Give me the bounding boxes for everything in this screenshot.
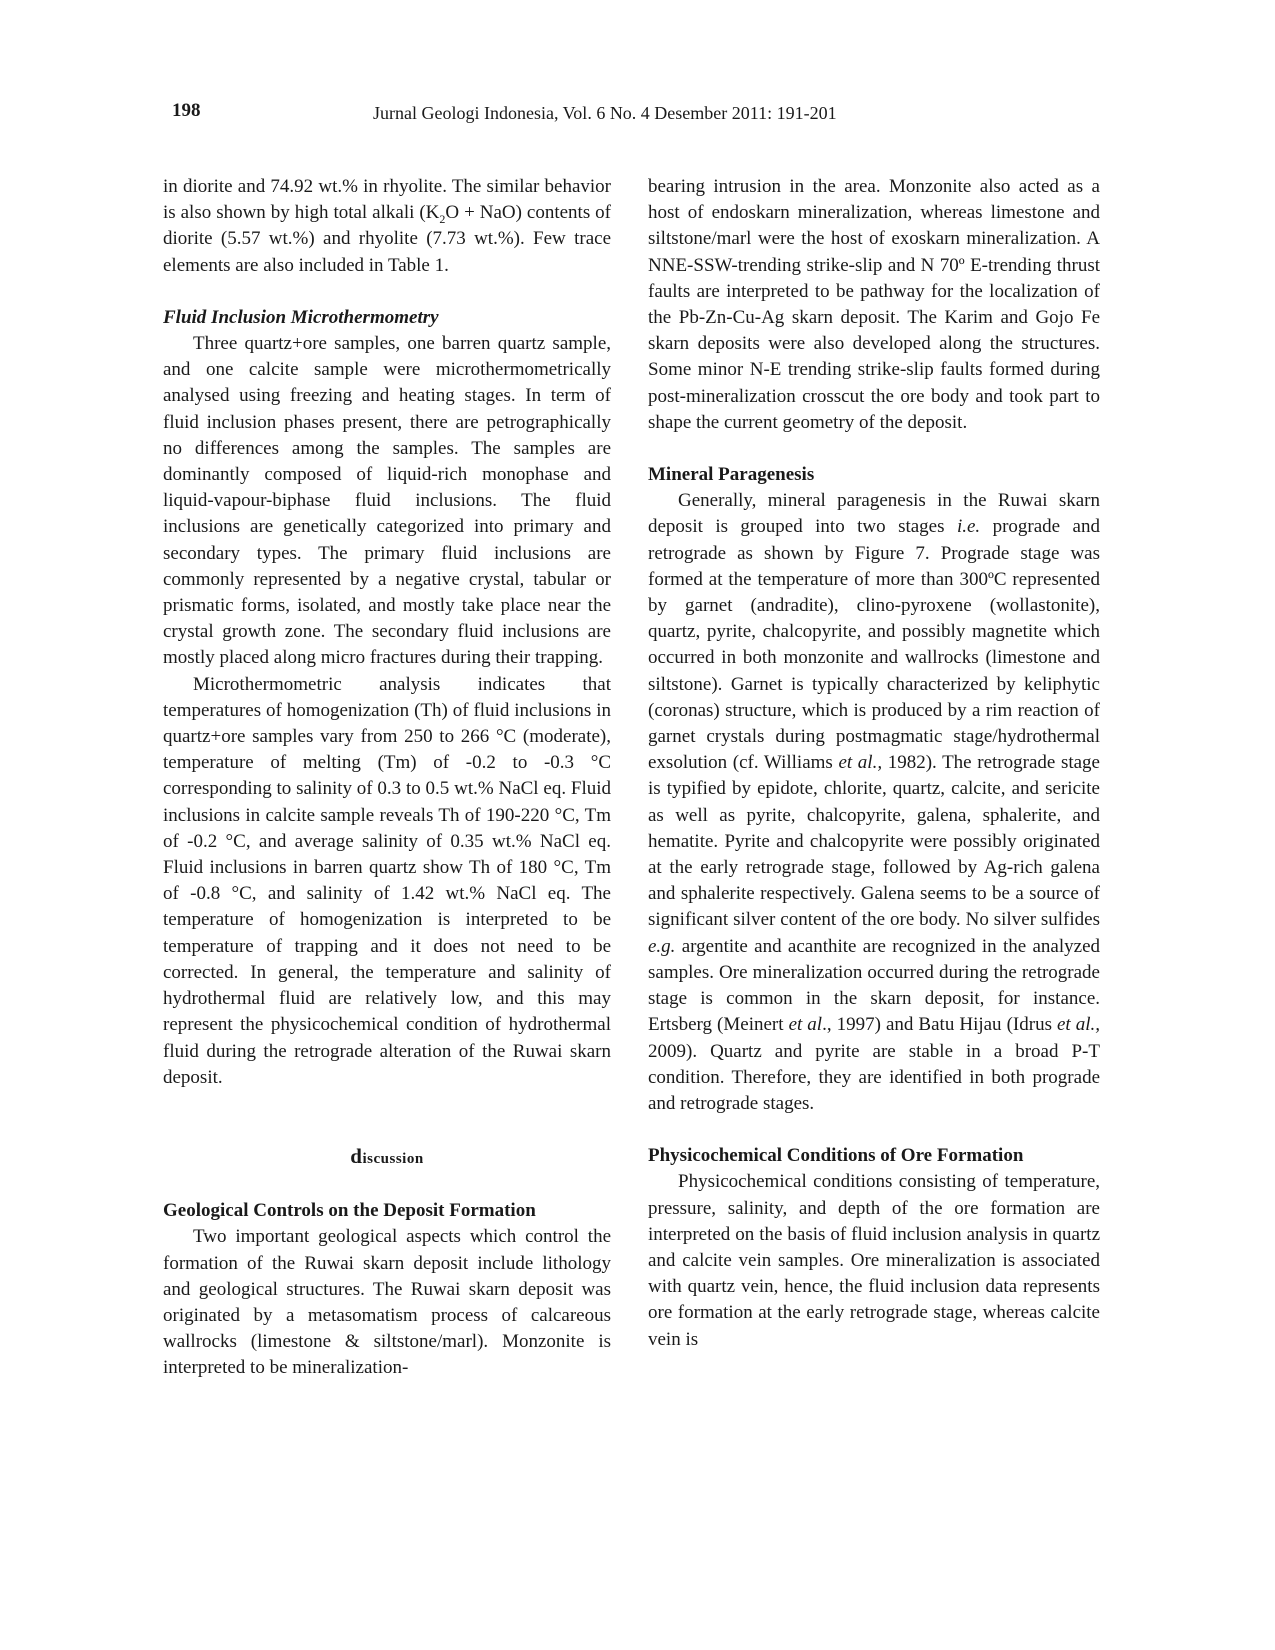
section-heading-discussion xyxy=(163,1143,611,1172)
heading-initial: d xyxy=(350,1143,363,1168)
paragraph-physicochemical: Physicochemical conditions consisting of temperature, pressure, salinity, and depth of the ore formation are interpreted on the basis of fluid inclusion analysis in quartz and calcite vein samples. Ore mineralization is associated with quartz vein, hence, the fluid inclusion data represents ore formation at the early retrograde stage, whereas calcite vein is xyxy=(648,1171,1100,1350)
paragraph-geological-controls-cont: bearing intrusion in the area. Monzonite also acted as a host of endoskarn mineralization, whereas limestone and siltstone/marl were the host of exoskarn mineralization. A NNE-SSW-trending strike-slip and N 70º E-trending thrust faults are interpreted to be pathway for the localization of the Pb-Zn-Cu-Ag skarn deposit. The Karim and Gojo Fe skarn deposits were also developed along the structures. Some minor N-E trending strike-slip faults formed during post-mineralization crosscut the ore body and took part to shape the current geometry of the deposit. xyxy=(648,176,1100,433)
heading-rest: iscussion xyxy=(362,1150,424,1167)
subscript: 2 xyxy=(439,212,446,226)
text-run: prograde and retrograde as shown by Figure 7. Prograde stage was formed at the temperature of more than 300ºC represented by garnet (andradite), clino-pyroxene (wollastonite), quartz, pyrite, chalcopyrite, and possibly magnetite which occurred in both monzonite and wallrocks (limestone and siltstone). Garnet is typically characterized by keliphytic (coronas) structure, which is produced by a rim reaction of garnet crystals during postmagmatic stage/hydrothermal exsolution (cf. Williams xyxy=(648,516,1100,774)
page-number: 198 xyxy=(172,100,201,121)
italic-run: e.g. xyxy=(648,935,676,957)
italic-run: et al xyxy=(788,1014,823,1036)
right-column xyxy=(648,174,1100,1353)
text-run: argentite and acanthite are recognized in the analyzed samples. Ore mineralization occurred during the retrograde stage is common in the skarn deposit, for instance. Ertsberg (Meinert xyxy=(648,935,1100,1036)
text-run: ., 1997) and Batu Hijau (Idrus xyxy=(822,1014,1057,1036)
italic-run: i.e. xyxy=(956,516,981,538)
running-head: Jurnal Geologi Indonesia, Vol. 6 No. 4 Desember 2011: 191-201 xyxy=(373,103,837,123)
paragraph-fluid-inclusion-2: Microthermometric analysis indicates that temperatures of homogenization (Th) of fluid inclusions in quartz+ore samples vary from 250 to 266 °C (moderate), temperature of melting (Tm) of -0.2 to -0.3 °C corresponding to salinity of 0.3 to 0.5 wt.% NaCl eq. Fluid inclusions in calcite sample reveals Th of 190-220 °C, Tm of -0.2 °C, and average salinity of 0.35 wt.% NaCl eq. Fluid inclusions in barren quartz show Th of 180 °C, Tm of -0.8 °C, and salinity of 1.42 wt.% NaCl eq. The temperature of homogenization is interpreted to be temperature of trapping and it does not need to be corrected. In general, the temperature and salinity of hydrothermal fluid are relatively low, and this may represent the physicochemical condition of hydrothermal fluid during the retrograde alteration of the Ruwai skarn deposit. xyxy=(163,673,611,1088)
paragraph-mineral-paragenesis xyxy=(648,488,1100,1117)
italic-run: et al., xyxy=(838,752,883,774)
text-run: 1982). The retrograde stage is typified by epidote, chlorite, quartz, calcite, and sericite as well as pyrite, chalcopyrite, galena, sphalerite, and hematite. Pyrite and chalcopyrite were possibly originated at the early retrograde stage, followed by Ag-rich galena and sphalerite respectively. Galena seems to be a source of significant silver content of the ore body. No silver sulfides xyxy=(648,752,1100,931)
paragraph-chemistry xyxy=(163,174,611,279)
heading-physicochemical: Physicochemical Conditions of Ore Formation xyxy=(648,1145,1024,1167)
text-run: 2009). Quartz and pyrite are stable in a broad P-T condition. Therefore, they are identified in both prograde and retrograde stages. xyxy=(648,1040,1100,1114)
heading-fluid-inclusion: Fluid Inclusion Microthermometry xyxy=(163,306,439,328)
text-run: in diorite and 74.92 wt.% in rhyolite. The similar behavior is also shown by high total alkali (K xyxy=(163,176,611,224)
paragraph-fluid-inclusion-1: Three quartz+ore samples, one barren quartz sample, and one calcite sample were microthermometrically analysed using freezing and heating stages. In term of fluid inclusion phases present, there are petrographically no differences among the samples. The samples are dominantly composed of liquid-rich monophase and liquid-vapour-biphase fluid inclusions. The fluid inclusions are genetically categorized into primary and secondary types. The primary fluid inclusions are commonly represented by a negative crystal, tabular or prismatic forms, isolated, and mostly take place near the crystal growth zone. The secondary fluid inclusions are mostly placed along micro fractures during their trapping. xyxy=(163,333,611,669)
heading-geological-controls: Geological Controls on the Deposit Formation xyxy=(163,1200,536,1222)
text-run: O + NaO) contents of diorite (5.57 wt.%) and rhyolite (7.73 wt.%). Few trace elements are also included in Table 1. xyxy=(163,202,611,276)
italic-run: et al., xyxy=(1057,1014,1101,1036)
text-run: Generally, mineral paragenesis in the Ruwai skarn deposit is grouped into two stages xyxy=(648,490,1100,538)
paragraph-geological-controls: Two important geological aspects which control the formation of the Ruwai skarn deposit include lithology and geological structures. The Ruwai skarn deposit was originated by a metasomatism process of calcareous wallrocks (limestone & siltstone/marl). Monzonite is interpreted to be mineralization- xyxy=(163,1226,611,1379)
left-column xyxy=(163,174,611,1382)
heading-mineral-paragenesis: Mineral Paragenesis xyxy=(648,464,815,486)
